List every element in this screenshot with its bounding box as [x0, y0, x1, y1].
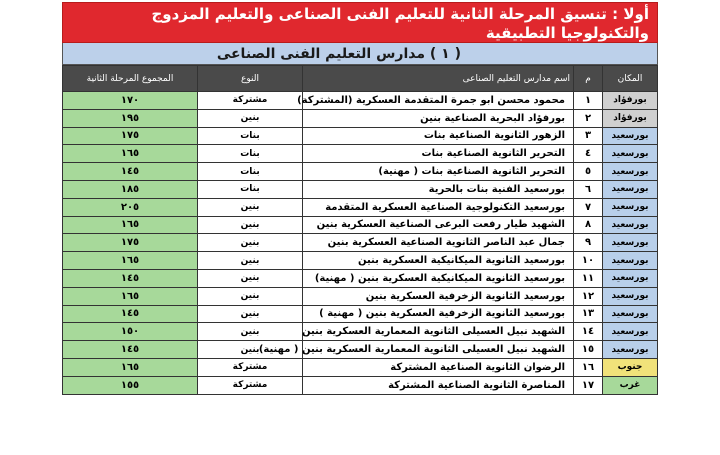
cell-type: مشتركة	[198, 376, 303, 394]
cell-school-name: التحرير الثانوية الصناعية بنات ( مهنية)	[303, 163, 574, 181]
cell-num: ١٢	[574, 287, 603, 305]
cell-type: مشتركة	[198, 358, 303, 376]
cell-type: بنين	[198, 109, 303, 127]
column-header-score: المجموع المرحلة الثانية	[63, 66, 198, 92]
cell-score: ١٦٥	[63, 287, 198, 305]
table-row	[63, 323, 658, 341]
table-row	[63, 163, 658, 181]
cell-score: ١٧٠	[63, 92, 198, 110]
table-row	[63, 269, 658, 287]
cell-type: بنين	[198, 287, 303, 305]
cell-place: بورسعيد	[603, 305, 658, 323]
cell-school-name: الشهيد طيار رفعت البرعى الصناعية العسكرية بنين	[303, 216, 574, 234]
cell-school-name: بورسعيد الفنية بنات بالحرية	[303, 180, 574, 198]
cell-num: ٨	[574, 216, 603, 234]
cell-place: بورسعيد	[603, 216, 658, 234]
cell-place: بورسعيد	[603, 198, 658, 216]
table-row	[63, 92, 658, 110]
cell-school-name: محمود محسن ابو جمرة المتقدمة العسكرية (المشتركة)	[303, 92, 574, 110]
cell-school-name: بورفؤاد البحرية الصناعية بنين	[303, 109, 574, 127]
table-row	[63, 341, 658, 359]
cell-score: ١٤٥	[63, 163, 198, 181]
cell-num: ١١	[574, 269, 603, 287]
cell-num: ٤	[574, 145, 603, 163]
cell-type: بنين	[198, 323, 303, 341]
cell-type: بنين	[198, 252, 303, 270]
document-sheet	[62, 2, 658, 395]
cell-place: بورسعيد	[603, 252, 658, 270]
cell-type: بنات	[198, 163, 303, 181]
cell-score: ١٨٥	[63, 180, 198, 198]
cell-num: ٧	[574, 198, 603, 216]
cell-place: بورسعيد	[603, 341, 658, 359]
cell-type: بنين	[198, 305, 303, 323]
cell-num: ١٣	[574, 305, 603, 323]
table-row	[63, 198, 658, 216]
cell-type: بنات	[198, 180, 303, 198]
cell-score: ١٤٥	[63, 341, 198, 359]
table-row	[63, 145, 658, 163]
cell-score: ١٦٥	[63, 358, 198, 376]
section-title: ( ١ ) مدارس التعليم الفنى الصناعى	[62, 43, 658, 65]
cell-school-name: الشهيد نبيل العسيلى الثانوية المعمارية العسكرية بنين	[303, 323, 574, 341]
cell-place: غرب	[603, 376, 658, 394]
cell-type: بنات	[198, 145, 303, 163]
schools-table	[62, 65, 658, 395]
cell-school-name: الشهيد نبيل العسيلى الثانوية المعمارية العسكرية بنين ( مهنية)	[303, 341, 574, 359]
cell-type: بنين	[198, 234, 303, 252]
page-title: أولا : تنسيق المرحلة الثانية للتعليم الفنى الصناعى والتعليم المزدوج والتكنولوجيا التطبيقية	[62, 2, 658, 43]
cell-place: بورسعيد	[603, 234, 658, 252]
cell-num: ٢	[574, 109, 603, 127]
cell-score: ١٦٥	[63, 252, 198, 270]
table-row	[63, 376, 658, 394]
cell-place: جنوب	[603, 358, 658, 376]
cell-score: ١٩٥	[63, 109, 198, 127]
cell-school-name: التحرير الثانوية الصناعية بنات	[303, 145, 574, 163]
cell-place: بورسعيد	[603, 163, 658, 181]
cell-score: ١٥٥	[63, 376, 198, 394]
cell-num: ١	[574, 92, 603, 110]
cell-school-name: الرضوان الثانوية الصناعية المشتركة	[303, 358, 574, 376]
table-row	[63, 234, 658, 252]
cell-score: ١٧٥	[63, 127, 198, 145]
cell-num: ٣	[574, 127, 603, 145]
cell-num: ٩	[574, 234, 603, 252]
cell-type: بنين	[198, 341, 303, 359]
cell-score: ١٥٠	[63, 323, 198, 341]
cell-score: ١٦٥	[63, 216, 198, 234]
column-header-num: م	[574, 66, 603, 92]
cell-score: ١٤٥	[63, 305, 198, 323]
cell-score: ١٦٥	[63, 145, 198, 163]
cell-school-name: بورسعيد الثانوية الميكانيكية العسكرية بنين ( مهنية)	[303, 269, 574, 287]
column-header-type: النوع	[198, 66, 303, 92]
cell-place: بورفؤاد	[603, 109, 658, 127]
cell-num: ٥	[574, 163, 603, 181]
table-row	[63, 216, 658, 234]
table-row	[63, 109, 658, 127]
cell-place: بورسعيد	[603, 127, 658, 145]
cell-num: ١٤	[574, 323, 603, 341]
cell-num: ١٦	[574, 358, 603, 376]
cell-place: بورسعيد	[603, 323, 658, 341]
table-row	[63, 287, 658, 305]
cell-num: ١٧	[574, 376, 603, 394]
cell-school-name: المناصرة الثانوية الصناعية المشتركة	[303, 376, 574, 394]
cell-type: مشتركة	[198, 92, 303, 110]
cell-school-name: بورسعيد الثانوية الزخرفية العسكرية بنين ( مهنية )	[303, 305, 574, 323]
cell-num: ٦	[574, 180, 603, 198]
table-row	[63, 358, 658, 376]
cell-school-name: الزهور الثانوية الصناعية بنات	[303, 127, 574, 145]
column-header-name: اسم مدارس التعليم الصناعى	[303, 66, 574, 92]
cell-school-name: بورسعيد الثانوية الزخرفية العسكرية بنين	[303, 287, 574, 305]
cell-num: ١٥	[574, 341, 603, 359]
cell-type: بنين	[198, 198, 303, 216]
cell-place: بورفؤاد	[603, 92, 658, 110]
cell-school-name: جمال عبد الناصر الثانوية الصناعية العسكرية بنين	[303, 234, 574, 252]
column-header-place: المكان	[603, 66, 658, 92]
cell-place: بورسعيد	[603, 180, 658, 198]
table-row	[63, 127, 658, 145]
table-header-row	[63, 66, 658, 92]
cell-school-name: بورسعيد الثانوية الميكانيكية العسكرية بنين	[303, 252, 574, 270]
cell-num: ١٠	[574, 252, 603, 270]
cell-score: ١٧٥	[63, 234, 198, 252]
cell-place: بورسعيد	[603, 287, 658, 305]
table-row	[63, 305, 658, 323]
cell-score: ١٤٥	[63, 269, 198, 287]
table-row	[63, 180, 658, 198]
cell-place: بورسعيد	[603, 145, 658, 163]
table-row	[63, 252, 658, 270]
cell-type: بنين	[198, 269, 303, 287]
cell-type: بنين	[198, 216, 303, 234]
cell-score: ٢٠٥	[63, 198, 198, 216]
cell-school-name: بورسعيد التكنولوجية الصناعية العسكرية المتقدمة	[303, 198, 574, 216]
cell-place: بورسعيد	[603, 269, 658, 287]
cell-type: بنات	[198, 127, 303, 145]
